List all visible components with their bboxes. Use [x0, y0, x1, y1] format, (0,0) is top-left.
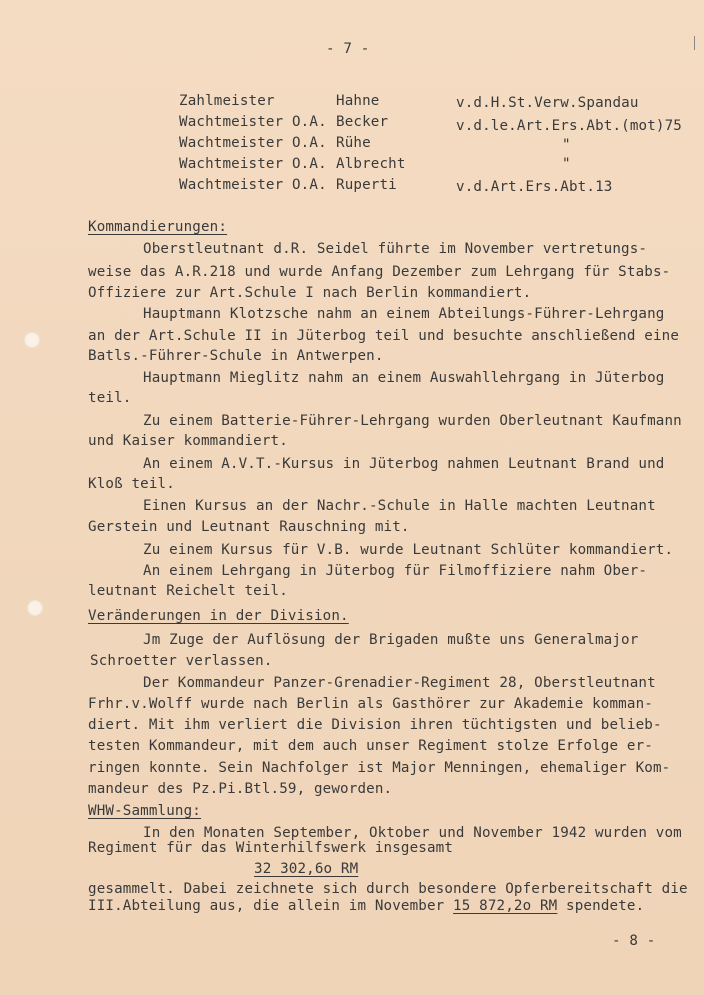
text-line: Jm Zuge der Auflösung der Brigaden mußte uns Generalmajor: [143, 632, 639, 648]
text-line: Regiment für das Winterhilfswerk insgesamt: [88, 840, 454, 856]
text-line: Batls.-Führer-Schule in Antwerpen.: [88, 348, 384, 364]
punch-hole-top: [24, 332, 40, 348]
section-heading-whw: WHW-Sammlung:: [88, 803, 201, 819]
personnel-name: Becker: [336, 114, 389, 130]
personnel-name: Albrecht: [336, 156, 406, 172]
text-line: Zu einem Batterie-Führer-Lehrgang wurden Oberleutnant Kaufmann: [143, 413, 682, 429]
text-segment: III.Abteilung aus, die allein im November: [88, 898, 454, 914]
text-line: In den Monaten September, Oktober und November 1942 wurden vom: [143, 825, 682, 841]
text-line: Offiziere zur Art.Schule I nach Berlin kommandiert.: [88, 285, 532, 301]
text-line: Oberstleutnant d.R. Seidel führte im November vertretungs-: [143, 241, 648, 257]
text-line: An einem A.V.T.-Kursus in Jüterbog nahmen Leutnant Brand und: [143, 456, 665, 472]
text-line: an der Art.Schule II in Jüterbog teil und besuchte anschließend eine: [88, 328, 680, 344]
text-line: ringen konnte. Sein Nachfolger ist Major Menningen, ehemaliger Kom-: [88, 760, 671, 776]
text-line: Schroetter verlassen.: [90, 653, 273, 669]
text-line: leutnant Reichelt teil.: [88, 583, 288, 599]
text-line: Zu einem Kursus für V.B. wurde Leutnant Schlüter kommandiert.: [143, 542, 674, 558]
whw-november-amount: 15 872,2o RM: [453, 898, 558, 914]
personnel-rank: Wachtmeister O.A.: [179, 135, 327, 151]
personnel-name: Ruperti: [336, 177, 397, 193]
personnel-unit: v.d.Art.Ers.Abt.13: [456, 179, 613, 195]
personnel-unit: ": [562, 156, 571, 172]
text-line: Kloß teil.: [88, 476, 175, 492]
text-line: Hauptmann Mieglitz nahm an einem Auswahllehrgang in Jüterbog: [143, 370, 665, 386]
page-number: - 7 -: [326, 41, 370, 57]
text-line: und Kaiser kommandiert.: [88, 433, 288, 449]
text-line: weise das A.R.218 und wurde Anfang Dezember zum Lehrgang für Stabs-: [88, 264, 671, 280]
section-heading-veraenderungen: Veränderungen in der Division.: [88, 608, 349, 624]
text-line: diert. Mit ihm verliert die Division ihren tüchtigsten und belieb-: [88, 717, 662, 733]
text-segment: spendete.: [557, 898, 645, 914]
personnel-rank: Wachtmeister O.A.: [179, 156, 327, 172]
text-line: mandeur des Pz.Pi.Btl.59, geworden.: [88, 781, 393, 797]
section-heading-kommandierungen: Kommandierungen:: [88, 219, 228, 235]
edge-mark: [694, 36, 695, 50]
personnel-unit: v.d.le.Art.Ers.Abt.(mot)75: [456, 118, 682, 134]
text-line: teil.: [88, 390, 132, 406]
text-line: An einem Lehrgang in Jüterbog für Filmoffiziere nahm Ober-: [143, 563, 648, 579]
text-line: gesammelt. Dabei zeichnete sich durch besondere Opferbereitschaft die: [88, 881, 688, 897]
personnel-rank: Wachtmeister O.A.: [179, 177, 327, 193]
text-line: testen Kommandeur, mit dem auch unser Regiment stolze Erfolge er-: [88, 738, 653, 754]
personnel-rank: Wachtmeister O.A.: [179, 114, 327, 130]
personnel-unit: v.d.H.St.Verw.Spandau: [456, 95, 639, 111]
personnel-name: Hahne: [336, 93, 380, 109]
whw-total-amount: 32 302,6o RM: [254, 861, 359, 877]
personnel-name: Rühe: [336, 135, 371, 151]
text-line: Frhr.v.Wolff wurde nach Berlin als Gasthörer zur Akademie komman-: [88, 696, 653, 712]
text-line: Gerstein und Leutnant Rauschning mit.: [88, 519, 410, 535]
punch-hole-bottom: [27, 600, 43, 616]
next-page-indicator: - 8 -: [612, 933, 656, 949]
text-line: Der Kommandeur Panzer-Grenadier-Regiment 28, Oberstleutnant: [143, 675, 656, 691]
text-line: Hauptmann Klotzsche nahm an einem Abteilungs-Führer-Lehrgang: [143, 306, 665, 322]
personnel-unit: ": [562, 137, 571, 153]
text-line: [88, 897, 644, 915]
personnel-rank: Zahlmeister: [179, 93, 275, 109]
text-line: Einen Kursus an der Nachr.-Schule in Halle machten Leutnant: [143, 498, 656, 514]
